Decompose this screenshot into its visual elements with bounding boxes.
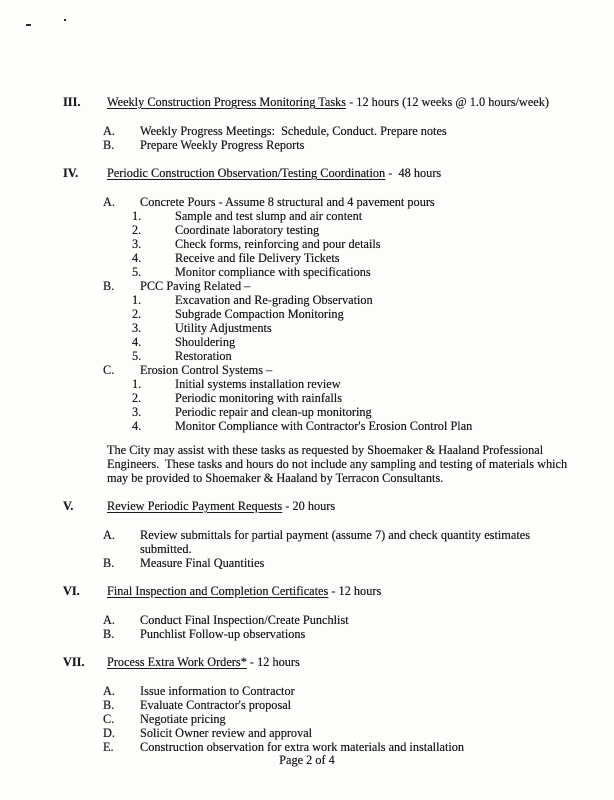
- section-hours: - 12 hours (12 weeks @ 1.0 hours/week): [346, 95, 549, 109]
- outline-subitem-text: Monitor compliance with specifications: [175, 265, 371, 279]
- section-hours: - 12 hours: [328, 584, 382, 598]
- section-heading: [107, 584, 571, 598]
- outline-subitem: [132, 265, 571, 279]
- outline-item: [103, 138, 571, 152]
- outline-subitem: [132, 335, 571, 349]
- section-hours: - 12 hours: [246, 655, 300, 669]
- outline-subitem: [132, 223, 571, 237]
- outline-item-text: Construction observation for extra work materials and installation: [140, 740, 465, 754]
- outline-subitem-label: 4.: [132, 335, 142, 349]
- section-title-asterisk: *: [240, 655, 247, 669]
- outline-item: [103, 740, 571, 754]
- outline-item-label: A.: [103, 528, 115, 542]
- section-note: The City may assist with these tasks as requested by Shoemaker & Haaland Professional Engineers. These tasks and hours do not include any sampling and testing of materials which may be provided to Shoemaker & Haaland by Terracon Consultants.: [107, 443, 571, 485]
- outline-subitem-label: 1.: [132, 293, 142, 307]
- outline-subitem-label: 4.: [132, 251, 142, 265]
- outline-subitem-text: Check forms, reinforcing and pour details: [175, 237, 381, 251]
- outline-item: [103, 627, 571, 641]
- outline-item: [103, 712, 571, 726]
- outline-subitem-label: 2.: [132, 223, 142, 237]
- outline-subitem: [132, 349, 571, 363]
- section-numeral: VII.: [63, 655, 85, 669]
- outline-item-label: C.: [103, 712, 115, 726]
- outline-subitem-text: Restoration: [175, 349, 232, 363]
- section-iv: [63, 166, 571, 485]
- outline-subitem: [132, 209, 571, 223]
- scan-speck-dash: [26, 24, 31, 26]
- section-title: Periodic Construction Observation/Testing Coordination: [107, 166, 386, 180]
- document-content: [63, 95, 571, 754]
- outline-item-text: Punchlist Follow-up observations: [140, 627, 306, 641]
- outline-subitem: [132, 391, 571, 405]
- outline-subitem-text: Initial systems installation review: [175, 377, 341, 391]
- outline-subitem: [132, 293, 571, 307]
- section-iii: [63, 95, 571, 152]
- outline-item-text: Conduct Final Inspection/Create Punchlist: [140, 613, 349, 627]
- section-title: Weekly Construction Progress Monitoring Tasks: [107, 95, 347, 109]
- outline-subitem-text: Periodic monitoring with rainfalls: [175, 391, 343, 405]
- section-hours: - 20 hours: [282, 499, 336, 513]
- outline-subitem-label: 3.: [132, 405, 142, 419]
- section-heading: [107, 655, 571, 669]
- section-numeral: VI.: [63, 584, 80, 598]
- section-numeral: IV.: [63, 166, 79, 180]
- outline-item: [103, 124, 571, 138]
- section-numeral: V.: [63, 499, 74, 513]
- outline-item: [103, 613, 571, 627]
- outline-item-text: Prepare Weekly Progress Reports: [140, 138, 305, 152]
- outline-item-label: C.: [103, 363, 115, 377]
- outline-subitem-text: Sample and test slump and air content: [175, 209, 363, 223]
- section-items: [63, 684, 571, 754]
- section-title: Review Periodic Payment Requests: [107, 499, 283, 513]
- outline-item: [103, 279, 571, 293]
- outline-item: [103, 528, 571, 556]
- section-items: [63, 528, 571, 570]
- outline-item-text: Solicit Owner review and approval: [140, 726, 313, 740]
- outline-item-text: Evaluate Contractor's proposal: [140, 698, 292, 712]
- outline-subitem-label: 3.: [132, 237, 142, 251]
- outline-subitem-text: Shouldering: [175, 335, 236, 349]
- outline-subitem-label: 1.: [132, 209, 142, 223]
- outline-subitem-text: Receive and file Delivery Tickets: [175, 251, 340, 265]
- scan-speck-dot: [64, 19, 66, 21]
- outline-subitem-label: 5.: [132, 265, 142, 279]
- section-hours: - 48 hours: [385, 166, 442, 180]
- outline-item-label: B.: [103, 138, 115, 152]
- section-title: Process Extra Work Orders: [107, 655, 241, 669]
- page-footer: Page 2 of 4: [279, 753, 335, 767]
- outline-item: [103, 195, 571, 209]
- outline-subitem: [132, 251, 571, 265]
- outline-item-text: Negotiate pricing: [140, 712, 226, 726]
- outline-item: [103, 363, 571, 377]
- outline-item: [103, 726, 571, 740]
- outline-subitem-label: 3.: [132, 321, 142, 335]
- section-heading: [107, 166, 571, 180]
- outline-subitem-text: Periodic repair and clean-up monitoring: [175, 405, 372, 419]
- outline-item-label: A.: [103, 124, 115, 138]
- outline-subitem-label: 5.: [132, 349, 142, 363]
- outline-item: [103, 684, 571, 698]
- outline-subitem-text: Coordinate laboratory testing: [175, 223, 320, 237]
- outline-subitem-text: Monitor Compliance with Contractor's Erosion Control Plan: [175, 419, 473, 433]
- section-v: [63, 499, 571, 570]
- outline-subitem-label: 2.: [132, 307, 142, 321]
- section-items: [63, 195, 571, 433]
- section-heading: [107, 95, 571, 109]
- outline-item-label: B.: [103, 556, 115, 570]
- outline-item-text: Issue information to Contractor: [140, 684, 295, 698]
- outline-item-text: Concrete Pours - Assume 8 structural and 4 pavement pours: [140, 195, 435, 209]
- section-heading-row: [63, 166, 571, 180]
- section-numeral: III.: [63, 95, 81, 109]
- outline-item-label: A.: [103, 613, 115, 627]
- outline-subitem: [132, 307, 571, 321]
- outline-subitem-text: Utility Adjustments: [175, 321, 272, 335]
- section-title: Final Inspection and Completion Certificates: [107, 584, 329, 598]
- outline-subitem: [132, 419, 571, 433]
- section-items: [63, 613, 571, 641]
- outline-subitem: [132, 321, 571, 335]
- section-heading: [107, 499, 571, 513]
- section-vi: [63, 584, 571, 641]
- section-heading-row: [63, 95, 571, 109]
- outline-item-text: Erosion Control Systems –: [140, 363, 273, 377]
- outline-subitem-label: 4.: [132, 419, 142, 433]
- outline-subitem: [132, 377, 571, 391]
- outline-item-label: A.: [103, 684, 115, 698]
- outline-subitem-label: 1.: [132, 377, 142, 391]
- outline-item-text: Measure Final Quantities: [140, 556, 265, 570]
- outline-subitem: [132, 237, 571, 251]
- outline-item-label: A.: [103, 195, 115, 209]
- outline-item: [103, 556, 571, 570]
- outline-item-text: Weekly Progress Meetings: Schedule, Conduct. Prepare notes: [140, 124, 447, 138]
- section-heading-row: [63, 655, 571, 669]
- outline-item-label: E.: [103, 740, 114, 754]
- outline-item-label: B.: [103, 698, 115, 712]
- outline-item-text: PCC Paving Related –: [140, 279, 251, 293]
- outline-item-text: Review submittals for partial payment (assume 7) and check quantity estimates submitted.: [140, 528, 534, 556]
- section-heading-row: [63, 499, 571, 513]
- outline-subitem-label: 2.: [132, 391, 142, 405]
- outline-subitem-text: Subgrade Compaction Monitoring: [175, 307, 344, 321]
- outline-item-label: D.: [103, 726, 115, 740]
- section-vii: [63, 655, 571, 754]
- outline-subitem-text: Excavation and Re-grading Observation: [175, 293, 373, 307]
- section-heading-row: [63, 584, 571, 598]
- outline-subitem: [132, 405, 571, 419]
- outline-item-label: B.: [103, 627, 115, 641]
- section-items: [63, 124, 571, 152]
- outline-item-label: B.: [103, 279, 115, 293]
- outline-item: [103, 698, 571, 712]
